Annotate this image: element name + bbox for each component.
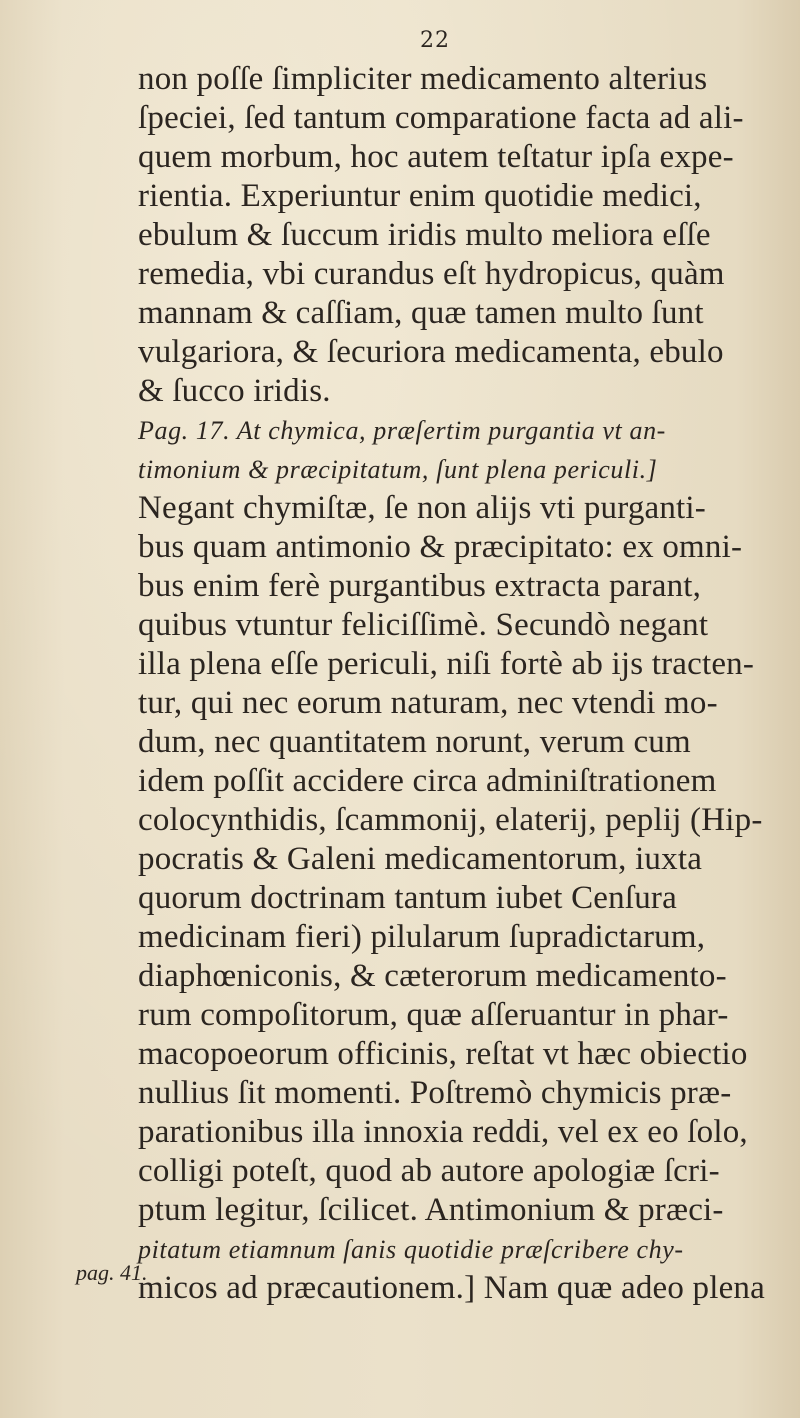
text-line: non poſſe ſimpliciter medicamento alterius	[138, 61, 708, 97]
text-line: tur, qui nec eorum naturam, nec vtendi mo-	[138, 685, 718, 721]
text-line: remedia, vbi curandus eſt hydropicus, quàm	[138, 256, 725, 292]
text-line: nullius ſit momenti. Poſtremò chymicis præ-	[138, 1075, 732, 1111]
text-line: ebulum & ſuccum iridis multo meliora eſſe	[138, 217, 711, 253]
text-line: parationibus illa innoxia reddi, vel ex eo ſolo,	[138, 1114, 748, 1150]
text-line: macopoeorum officinis, reſtat vt hæc obiectio	[138, 1036, 748, 1072]
text-line: quibus vtuntur feliciſſimè. Secundò negant	[138, 607, 709, 643]
text-line: micos ad præcautionem.] Nam quæ adeo plena	[138, 1270, 765, 1306]
text-line: pocratis & Galeni medicamentorum, iuxta	[138, 841, 703, 877]
text-line: diaphœniconis, & cæterorum medicamento-	[138, 958, 727, 994]
text-line: colocynthidis, ſcammonij, elaterij, peplij (Hip-	[138, 802, 763, 838]
text-line: rum compoſitorum, quæ aſſeruantur in phar-	[138, 997, 729, 1033]
text-line: mannam & caſſiam, quæ tamen multo ſunt	[138, 295, 704, 331]
text-line: ſpeciei, ſed tantum comparatione facta ad ali-	[138, 100, 744, 136]
margin-note: pag. 41.	[76, 1260, 148, 1285]
text-line: & ſucco iridis.	[138, 373, 331, 409]
text-line: quem morbum, hoc autem teſtatur ipſa expe-	[138, 139, 734, 175]
page-number: 22	[420, 28, 450, 53]
text-line: bus enim ferè purgantibus extracta parant,	[138, 568, 702, 604]
text-line: quorum doctrinam tantum iubet Cenſura	[138, 880, 677, 916]
text-block	[138, 60, 778, 1308]
text-line: Negant chymiſtæ, ſe non alijs vti purganti-	[138, 490, 706, 526]
text-line: rientia. Experiuntur enim quotidie medici,	[138, 178, 702, 214]
text-line: idem poſſit accidere circa adminiſtrationem	[138, 763, 717, 799]
text-line: ptum legitur, ſcilicet. Antimonium & præci-	[138, 1192, 724, 1228]
text-line: pitatum etiamnum ſanis quotidie præſcribere chy-	[138, 1235, 684, 1264]
text-line: colligi poteſt, quod ab autore apologiæ ſcri-	[138, 1153, 720, 1189]
text-line: vulgariora, & ſecuriora medicamenta, ebulo	[138, 334, 724, 370]
text-line: dum, nec quantitatem norunt, verum cum	[138, 724, 691, 760]
text-line: bus quam antimonio & præcipitato: ex omni-	[138, 529, 743, 565]
text-line: Pag. 17. At chymica, præſertim purgantia vt an-	[138, 416, 666, 445]
text-line: medicinam fieri) pilularum ſupradictarum,	[138, 919, 706, 955]
text-line: illa plena eſſe periculi, niſi fortè ab ijs tracten-	[138, 646, 755, 682]
text-line: timonium & præcipitatum, ſunt plena periculi.]	[138, 455, 658, 484]
